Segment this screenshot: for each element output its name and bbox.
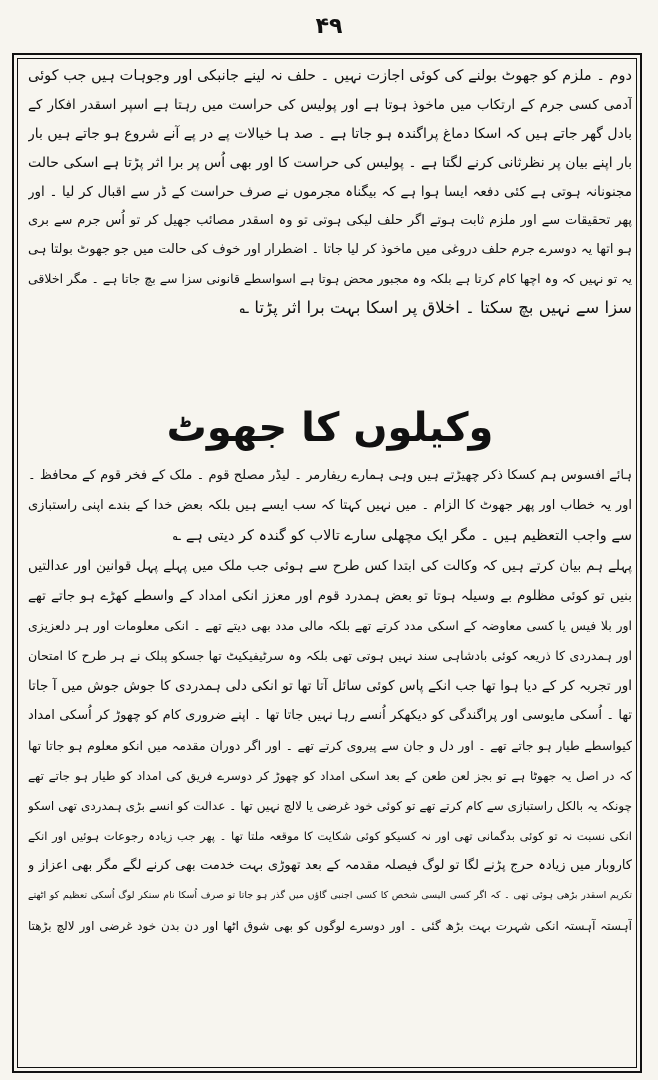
text-line: کہ در اصل یہ جھوٹا ہے تو بجز لعن طعن کے بعد اسکی امداد کو چھوڑ کر دوسرے فریق کی امداد کو طیار ہو جاتے تھے — [28, 769, 632, 783]
text-line: دوم ۔ ملزم کو جھوٹ بولنے کی کوئی اجازت نہیں ۔ حلف نہ لینے جانبکی اور وجوہات ہیں جب کوئی — [28, 68, 632, 84]
page-body — [28, 58, 632, 1066]
text-line: مجنونانہ ہوتی ہے کئی دفعہ ایسا ہوا ہے کہ بیگناہ مجرموں نے صرف حراست کے ڈر سے اقبال کر لیا ۔ اور — [28, 184, 632, 200]
text-line: اور ہمدردی کا ذریعہ کوئی بادشاہی سند نہیں ہوتی تھی بلکہ وہ سرٹیفیکیٹ تھا جسکو پبلک نے ہر طرح کا امتحان — [28, 648, 632, 663]
text-line: بنیں تو کوئی مظلوم بے وسیلہ ہوتا تو بعض ہمدرد قوم اور معزز انکی امداد کے واسطے کھڑے ہو جاتے تھے — [28, 588, 632, 604]
text-line: پہلے ہم بیان کرتے ہیں کہ وکالت کی ابتدا کس طرح سے ہوئی جب ملک میں پہلے پہل قوانین اور عدالتیں — [28, 558, 632, 574]
section-heading: وکیلوں کا جھوٹ — [166, 405, 494, 451]
text-line: چونکہ یہ بالکل راستبازی سے کام کرتے تھے تو کوئی خود غرضی یا لالچ نہیں تھا ۔ عدالت کو انسے بڑی ہمدردی تھی اسکو — [28, 799, 632, 813]
text-line: بادل گھر جاتے ہیں کہ اسکا دماغ پراگندہ ہو جاتا ہے ۔ صد ہا خیالات پے در پے آنے شروع ہو جاتے ہیں بار — [28, 126, 632, 142]
text-line: اور تجربہ کر کے دیا ہوا تھا جب انکے پاس کوئی سائل آتا تھا تو انکی دلی ہمدردی کا جوش جوش میں آ جاتا — [28, 678, 632, 694]
text-line: تکریم اسقدر بڑھی ہوئی تھی ۔ کہ اگر کسی الیسی شخص کا کسی اجنبی گاؤں میں گذر ہو جاتا تو صرف اُسکا نام سنکر لوگ اُسکی تعظیم کو اٹھتے — [28, 890, 632, 901]
text-line: تھا ۔ اُسکی مایوسی اور پراگندگی کو دیکھکر اُنسے رہا نہیں جاتا تھا ۔ اپنے ضروری کام کو چھوڑ کر اُسکی امداد — [28, 708, 632, 723]
text-line: کاروبار میں زیادہ حرج پڑنے لگا تو لوگ فیصلہ مقدمہ کے بعد تھوڑی بہت خدمت بھی کرنے لگے مگر بھی اعزاز و — [28, 858, 632, 873]
text-line: ہو اتھا یہ دوسرے جرم حلف دروغی میں ماخوذ کر لیا جاتا ۔ اضطرار اور خوف کی حالت میں جو جھوٹ بولتا ہی — [28, 242, 632, 257]
text-line: بار اپنے بیان پر نظرثانی کرنے لگتا ہے ۔ پولیس کی حراست کا اور بھی اُس پر برا اثر پڑتا ہے اسکی حالت — [28, 155, 632, 171]
text-line: انکی نسبت نہ تو کوئی بدگمانی تھی اور نہ کسیکو کوئی شکایت کا موقعہ ملتا تھا ۔ پھر جب زیادہ رجوعات ہوئیں اور انکے — [28, 829, 632, 843]
text-line: اور بلا فیس یا کسی معاوضہ کے اسکی مدد کرتے تھے بلکہ مالی مدد بھی دیتے تھے ۔ انکی معلومات اور ہر دلعزیزی — [28, 618, 632, 633]
text-line: کیواسطے طیار ہو جاتے تھے ۔ اور دل و جان سے پیروی کرتے تھے ۔ اور اگر دوران مقدمہ میں انکو معلوم ہو جاتا تھا — [28, 738, 632, 753]
text-line: ہائے افسوس ہم کسکا ذکر چھیڑتے ہیں وہی ہمارے ریفارمر ۔ لیڈر مصلح قوم ۔ ملک کے فخر قوم کے محافظ ۔ — [28, 468, 632, 483]
text-line: سزا سے نہیں بچ سکتا ۔ اخلاق پر اسکا بہت برا اثر پڑتا ؎ — [239, 298, 632, 317]
text-line: آدمی کسی جرم کے ارتکاب میں ماخوذ ہوتا ہے اور پولیس کی حراست میں رہتا ہے اسپر اسقدر افکار کے — [28, 97, 632, 113]
text-line: اور یہ خطاب اور پھر جھوٹ کا الزام ۔ میں نہیں کہتا کہ سب ایسے ہیں بلکہ بعض خدا کے بندے اپنی راستبازی — [28, 498, 632, 513]
text-line: آہستہ آہستہ انکی شہرت بہت بڑھ گئی ۔ اور دوسرے لوگوں کو بھی شوق اٹھا اور دن بدن خود غرضی اور لالچ بڑھتا — [28, 919, 632, 933]
text-line: پھر تحقیقات سے اور ملزم ثابت ہوتے اگر حلف لیکی ہوتی تو وہ اسقدر مصائب جھیل کر تو اُس جرم سے بری — [28, 213, 632, 228]
text-line: سے واجب التعظیم ہیں ۔ مگر ایک مچھلی سارے تالاب کو گندہ کر دیتی ہے ؎ — [172, 528, 632, 544]
text-line: یہ تو نہیں کہ وہ اچھا کام کرتا ہے بلکہ وہ مجبور محض ہوتا ہے اسواسطے قانونی سزا سے بچ جاتا ہے ۔ مگر اخلاقی — [28, 271, 632, 286]
page-number: ۴۹ — [315, 14, 343, 39]
